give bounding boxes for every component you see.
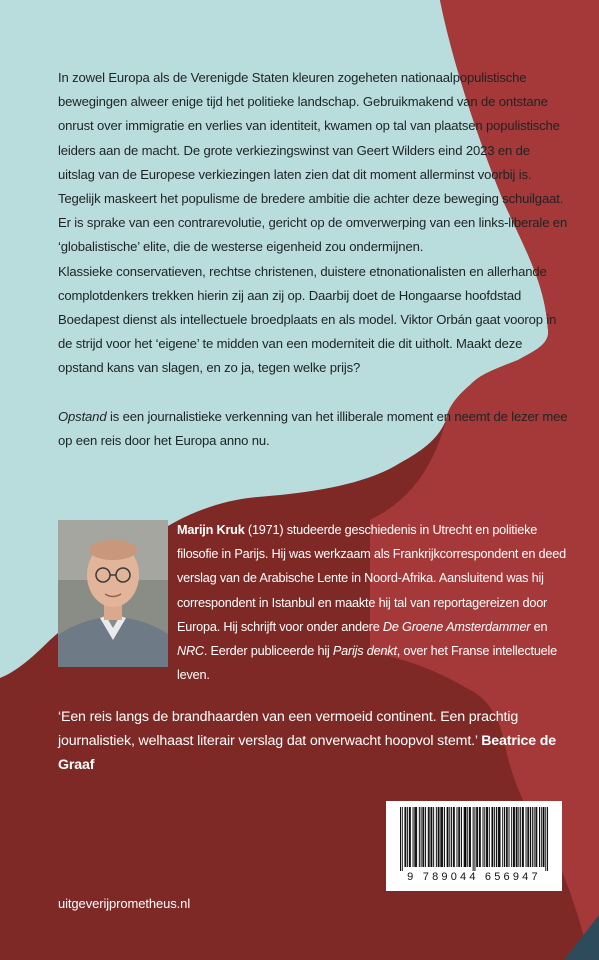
barcode-bar	[541, 807, 542, 867]
barcode-bar	[476, 807, 477, 867]
previous-book: Parijs denkt	[332, 644, 397, 659]
barcode-bar	[451, 807, 452, 867]
barcode-bar	[433, 807, 434, 867]
blurb-paragraph-3: Klassieke conservatieven, rechtse christenen, duistere etnonationalisten en allerhande complotdenkers trekken hierin zij aan zij op. Daarbij doet de Hongaarse hoofdstad Boedapest dienst als intellectuele broedplaats en als model. Viktor Orbán gaat voorop in de strijd voor het ‘eigene’ te midden van een moderniteit die dit uitholt. Maakt deze opstand kans van slagen, en zo ja, tegen welke prijs?	[58, 263, 557, 376]
barcode-bar	[520, 807, 521, 867]
barcode-bar	[473, 807, 474, 871]
blurb-paragraph-4	[58, 405, 570, 453]
barcode-bar	[487, 807, 488, 867]
barcode-bar	[436, 807, 437, 867]
barcode-bar	[502, 807, 503, 867]
barcode-bar	[404, 807, 405, 867]
quote-text: ‘Een reis langs de brandhaarden van een vermoeid continent. Een prachtig journalistiek, welhaast literair verslag dat onverwacht hoopvol stemt.’	[58, 709, 519, 749]
author-bio	[177, 518, 577, 687]
barcode-bar	[500, 807, 501, 867]
barcode-bar	[402, 807, 403, 871]
barcode-bar	[534, 807, 535, 867]
blurb-paragraph-2: Tegelijk maskeert het populisme de bredere ambitie die achter deze beweging schuilgaat. Er is sprake van een contrarevolutie, gericht op de omverwerping van een links-liberale en ‘globalistische’ elite, die de westerse eigenheid zou ondermijnen.	[58, 191, 568, 255]
barcode-bar	[423, 807, 424, 867]
barcode-bar	[504, 807, 505, 867]
barcode-bar	[496, 807, 497, 867]
book-title: Opstand	[58, 408, 107, 424]
isbn-number: 9 789044 656947	[407, 871, 541, 883]
barcode-bar	[492, 807, 493, 867]
barcode-bar	[459, 807, 460, 867]
barcode-bar	[486, 807, 487, 867]
blurb-paragraph-4-text: is een journalistieke verkenning van het illiberale moment en neemt de lezer mee op een reis door het Europa anno nu.	[58, 408, 568, 448]
barcode-bar	[453, 807, 454, 867]
barcode-bar	[461, 807, 462, 867]
barcode-bar	[522, 807, 523, 867]
barcode-bar	[494, 807, 495, 867]
barcode-bar	[498, 807, 499, 867]
barcode-bar	[442, 807, 443, 867]
publication-1: De Groene Amsterdammer	[382, 619, 531, 634]
barcode-bar	[539, 807, 540, 867]
barcode-bar	[428, 807, 429, 867]
barcode-bar	[530, 807, 531, 867]
barcode-bar	[513, 807, 514, 867]
author-photo	[58, 520, 168, 667]
barcode-bar	[514, 807, 515, 867]
author-bio-text: Marijn Kruk (1971) studeerde geschiedenis in Utrecht en politieke filosofie in Parijs. Hij was werkzaam als Frankrijkcorrespondent en deed verslag van de Arabische Lente in Noord-Afrika. Aansluitend was hij correspondent in Istanbul en maakte hij tal van reportagereizen door Europa. Hij schrijft voor onder andere De Groene Amsterdammer en NRC. Eerder publiceerde hij Parijs denkt, over het Franse intellectuele leven.	[177, 523, 566, 683]
barcode-bar	[489, 807, 490, 867]
barcode-bar	[527, 807, 528, 867]
barcode-bar	[431, 807, 432, 867]
quote-attribution: Beatrice de Graaf	[58, 733, 557, 773]
barcode-bar	[429, 807, 430, 867]
barcode-bar	[484, 807, 485, 867]
barcode-bar	[438, 807, 439, 867]
barcode-bar	[449, 807, 450, 867]
barcode-bar	[431, 807, 432, 867]
barcode-bar	[474, 807, 475, 871]
barcode-bar	[407, 807, 408, 867]
barcode-bar	[439, 807, 440, 867]
publisher-url[interactable]: uitgeverijprometheus.nl	[58, 896, 191, 911]
barcode-bar	[464, 807, 465, 867]
barcode-bar	[469, 807, 470, 867]
barcode-bar	[516, 807, 517, 867]
barcode-bar	[419, 807, 420, 867]
barcode-bar	[421, 807, 422, 867]
barcode-bar	[457, 807, 458, 867]
barcode-bar	[480, 807, 481, 867]
barcode-bar	[518, 807, 519, 867]
barcode-bar	[400, 807, 401, 871]
barcode-bar	[499, 807, 500, 867]
barcode-bar	[416, 807, 417, 867]
barcode-bar	[444, 807, 445, 867]
barcode-bar	[447, 807, 448, 867]
barcode-bar	[479, 807, 480, 867]
barcode-bar	[544, 807, 545, 867]
back-cover-blurb	[58, 66, 570, 453]
barcode-bar	[413, 807, 414, 867]
barcode-bar	[507, 807, 508, 867]
barcode-bar	[477, 807, 478, 867]
barcode-bar	[440, 807, 441, 867]
barcode-bar	[458, 807, 459, 867]
barcode-bar	[528, 807, 529, 867]
barcode-bar	[414, 807, 415, 867]
barcode-bar	[535, 807, 536, 867]
barcode-bar	[465, 807, 466, 867]
isbn-barcode	[386, 801, 562, 891]
barcode-bar	[410, 807, 411, 867]
barcode-bar	[465, 807, 466, 867]
author-name: Marijn Kruk	[177, 523, 245, 537]
barcode-bar	[409, 807, 410, 867]
barcode-bar	[526, 807, 527, 867]
barcode-bar	[448, 807, 449, 867]
barcode-bar	[532, 807, 533, 867]
barcode-bar	[506, 807, 507, 867]
barcode-bar	[483, 807, 484, 867]
barcode-bar	[545, 807, 546, 871]
barcode-bar	[511, 807, 512, 867]
barcode-bar	[415, 807, 416, 867]
barcode-bar	[467, 807, 468, 867]
barcode-bar	[422, 807, 423, 867]
barcode-bar	[517, 807, 518, 867]
barcode-bar	[536, 807, 537, 867]
barcode-bar	[454, 807, 455, 867]
barcode-bar	[441, 807, 442, 867]
barcode-bar	[509, 807, 510, 867]
blurb-paragraph-1: In zowel Europa als de Verenigde Staten kleuren zogeheten nationaalpopulistische bewegingen alweer enige tijd het politieke landschap. Gebruikmakend van de ontstane onrust over immigratie en verlies van identiteit, kwamen op tal van plaatsen populistische leiders aan de macht. De grote verkiezingswinst van Geert Wilders eind 2023 en de uitslag van de Europese verkiezingen laten zien dat dit moment allerminst voorbij is.	[58, 70, 560, 182]
barcode-bar	[491, 807, 492, 867]
review-quote	[58, 705, 573, 777]
barcode-bar	[405, 807, 406, 867]
barcode-bar	[543, 807, 544, 867]
barcode-bar	[547, 807, 548, 871]
barcode-bar	[425, 807, 426, 867]
publication-2: NRC	[177, 644, 204, 659]
barcode-bar	[523, 807, 524, 867]
barcode-bar	[470, 807, 471, 867]
